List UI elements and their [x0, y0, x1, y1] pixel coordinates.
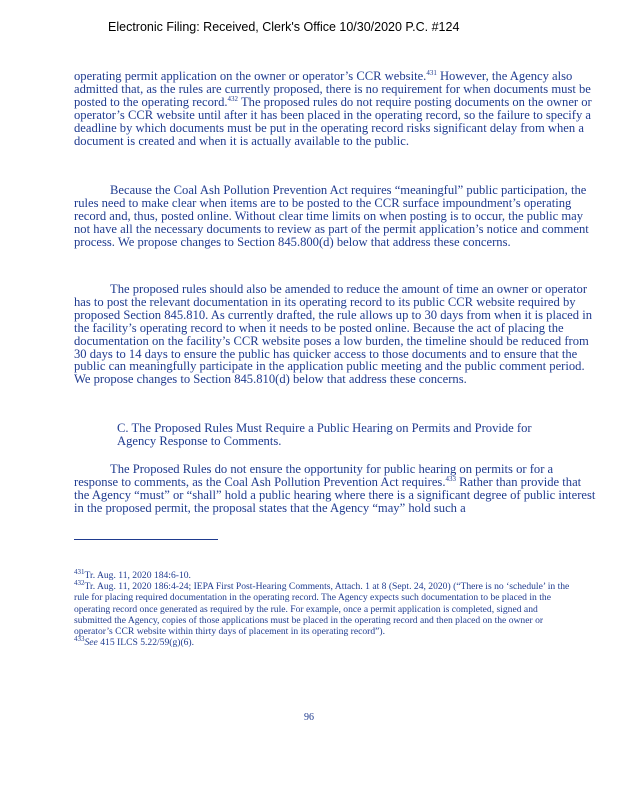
footnote-separator: [74, 539, 218, 540]
footnotes: [74, 567, 574, 649]
body-section: [74, 283, 599, 386]
paragraph-2: Because the Coal Ash Pollution Prevention Act requires “meaningful” public participation, the rules need to make clear when items are to be posted to the CCR surface impoundment’s operating record and, thus, posted online. Without clear time limits on when posting is to occur, the public may not have all the necessary documents to review as part of the permit application’s notice and comment process. We propose changes to Section 845.800(d) below that address these concerns.: [74, 183, 589, 249]
body-section: [74, 463, 599, 515]
footnote-ref: 433: [445, 474, 456, 483]
footnote: $^{432}$Tr. Aug. 11, 2020 186:4-24; IEPA First Post-Hearing Comments, Attach. 1 at 8 (Sept. 24, 2020) (“There is no ‘schedule’ in the rule for placing required documentation in the operating record. The Agency expects such documentation to be placed in the operating record once generated as required by the rule. For example, once a permit application is completed, signed and submitted the Agency, copies of those applications must be placed in the operating record and then placed on the owner or operator’s CCR website within thirty days of placement in its operating record”).: [74, 579, 570, 638]
footnote: $^{433}$See 415 ILCS 5.22/59(g)(6).: [74, 635, 195, 649]
body-section: [74, 70, 599, 147]
footnote-ref: 431: [426, 68, 437, 77]
paragraph-1: operating permit application on the owner or operator’s CCR website.$^{431}$ However, the Agency also admitted that, as the rules are currently proposed, there is no requirement for when documents must be posted to the operating record.$^{432}$ The proposed rules do not require posting documents on the owner or operator’s CCR website until after it has been placed in the operating record, so the failure to specify a deadline by which documents must be put in the operating record risks significant delay from when a document is created and when it is actually available to the public.: [74, 68, 592, 148]
page-number: 96: [304, 712, 314, 723]
footnote-ref: 432: [227, 94, 239, 103]
filing-header: Electronic Filing: Received, Clerk's Office 10/30/2020 P.C. #124: [108, 20, 460, 34]
paragraph-3: The proposed rules should also be amended to reduce the amount of time an owner or operator has to post the relevant documentation in its operating record to its public CCR website required by proposed Section 845.810. As currently drafted, the rule allows up to 30 days from when it is placed in the facility’s operating record to when it needs to be posted online. Because the act of placing the documentation on the facility’s CCR website poses a low burden, the timeline should be reduced from 30 days to 14 days to ensure the public has quicker access to those documents and to ensure that the public can meaningfully participate in the application public meeting and the public comment period. We propose changes to Section 845.810(d) below that address these concerns.: [74, 282, 592, 387]
body-section: [74, 184, 599, 249]
paragraph-4: The Proposed Rules do not ensure the opportunity for public hearing on permits or for a response to comments, as the Coal Ash Pollution Prevention Act requires.$^{433}$ Rather than provide that the Agency “must” or “shall” hold a public hearing where there is a significant degree of public interest in the proposed permit, the proposal states that the Agency “may” hold such a: [74, 462, 596, 515]
footnote: $^{431}$Tr. Aug. 11, 2020 184:6-10.: [74, 567, 191, 581]
section-heading: C. The Proposed Rules Must Require a Public Hearing on Permits and Provide for Agency Response to Comments.: [117, 421, 532, 448]
